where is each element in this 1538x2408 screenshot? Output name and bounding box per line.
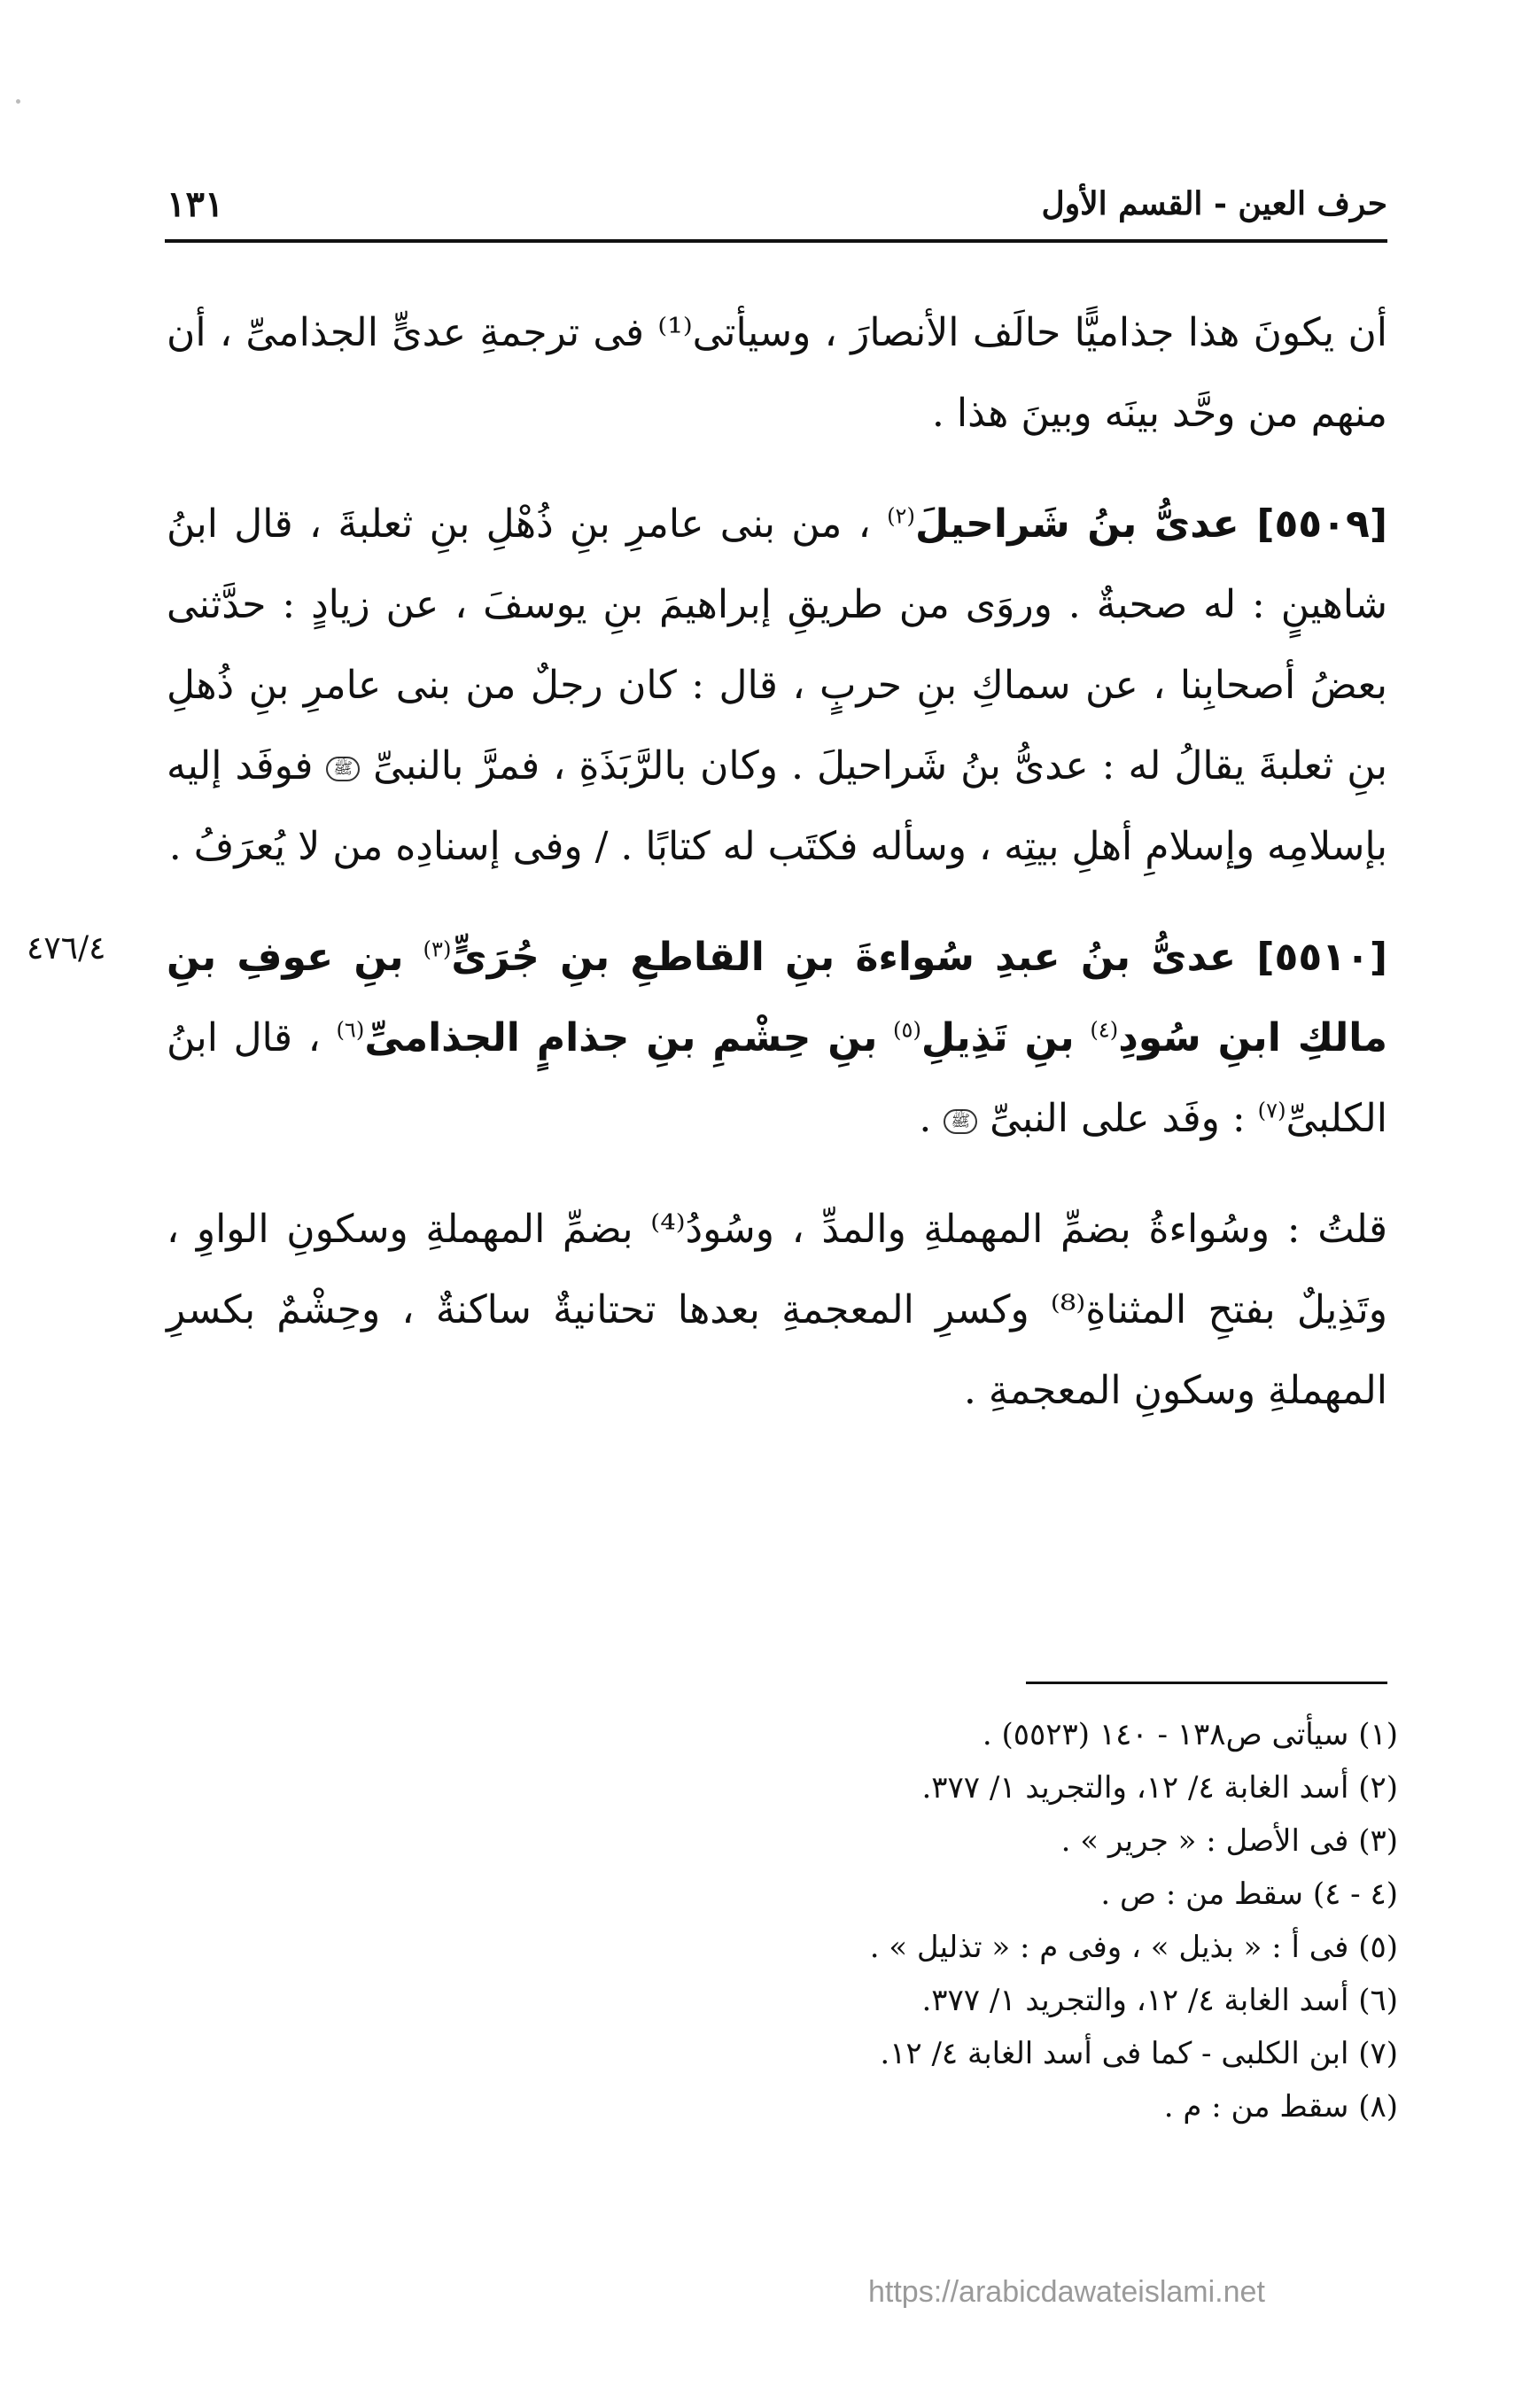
page-number: ١٣١	[167, 183, 224, 225]
scan-speck	[16, 99, 20, 104]
footnote: (٣) فى الأصل : « جرير » .	[1060, 1823, 1398, 1859]
entry-number: [٥٥١٠	[1274, 935, 1387, 980]
blessing-glyph: ﷺ	[944, 1109, 977, 1134]
entry-name: ] عدىُّ بنُ عبدِ سُواءةَ بنِ القاطعِ بنِ جُرَىٍّ	[451, 935, 1275, 980]
header-title: حرف العين - القسم الأول	[1041, 185, 1387, 222]
entry-text-continued: فوفَد إليه بإسلامِه وإسلامِ أهلِ بيتِه ، وسأله فكتَب له كتابًا . / وفى إسنادِه من لا يُعرَفُ .	[167, 743, 1387, 869]
footnote: (٤ - ٤) سقط من : ص .	[1100, 1876, 1398, 1912]
running-header	[167, 177, 1387, 230]
commentary-paragraph: قلتُ : وسُواءةُ بضمِّ المهملةِ والمدِّ ، وسُودُ⁽⁴⁾ بضمِّ المهملةِ وسكونِ الواوِ ، وتَذِيلٌ بفتحِ المثناةِ⁽⁸⁾ وكسرِ المعجمةِ بعدها تحتانيةٌ ساكنةٌ ، وحِشْمٌ بكسرِ المهملةِ وسكونِ المعجمةِ .	[167, 1207, 1388, 1413]
entry-end: .	[919, 1096, 932, 1141]
footnotes	[167, 1708, 1398, 2133]
footnote-ref: (٤)	[1090, 1017, 1119, 1043]
entry-name: ] عدىُّ بنُ شَراحيلَ	[914, 501, 1275, 547]
watermark-url: https://arabicdawateislami.net	[868, 2275, 1265, 2309]
footnote-ref: (٦)	[336, 1017, 365, 1043]
footnote: (٧) ابن الكلبى - كما فى أسد الغابة ٤/ ١٢.	[880, 2036, 1398, 2071]
blessing-glyph: ﷺ	[326, 757, 360, 781]
footnote-ref: (٧)	[1257, 1098, 1286, 1123]
footnote: (٨) سقط من : م .	[1163, 2089, 1398, 2124]
footnote-ref: (٣)	[423, 936, 452, 962]
main-text	[167, 292, 1387, 1461]
footnote: (١) سيأتى ص١٣٨ - ١٤٠ (٥٥٢٣) .	[982, 1717, 1398, 1752]
entry-name-part: بنِ حِشْمِ بنِ جذامٍ الجذامىِّ	[364, 1015, 878, 1060]
footnote-ref: (٢)	[887, 503, 915, 529]
entry-5509	[167, 484, 1387, 887]
paragraph-continuation: أن يكونَ هذا جذاميًّا حالَف الأنصارَ ، وسيأتى⁽¹⁾ فى ترجمةِ عدىٍّ الجذامىِّ ، أن منهم من وحَّد بينَه وبينَ هذا .	[167, 310, 1387, 436]
entry-text: ، قال ابنُ الكلبىِّ	[167, 1015, 1387, 1141]
footnote-rule	[1026, 1682, 1387, 1684]
footnote: (٦) أسد الغابة ٤/ ١٢، والتجريد ١/ ٣٧٧.	[921, 1983, 1398, 2018]
margin-reference: ٤٧٦/٤	[27, 930, 106, 967]
footnote-ref: (٥)	[893, 1017, 921, 1043]
footnote: (٥) فى أ : « بذيل » ، وفى م : « تذليل » .	[869, 1930, 1398, 1965]
entry-text: ، من بنى عامرِ بنِ ذُهْلِ بنِ ثعلبةَ ، قال ابنُ شاهينٍ : له صحبةٌ . وروَى من طريقِ إبراهيمَ بنِ يوسفَ ، عن زيادٍ : حدَّثنى بعضُ أصحابِنا ، عن سماكِ بنِ حربٍ ، قال : كان رجلٌ من بنى عامرِ بنِ ذُهلِ بنِ ثعلبةَ يقالُ له : عدىُّ بنُ شَراحيلَ . وكان بالرَّبَذَةِ ، فمرَّ بالنبىِّ	[167, 501, 1387, 788]
footnote: (٢) أسد الغابة ٤/ ١٢، والتجريد ١/ ٣٧٧.	[921, 1770, 1398, 1806]
entry-name-part: بنِ عوفِ بنِ مالكِ ابنِ سُودِ	[167, 935, 1387, 1060]
entry-text-continued: : وفَد على النبىِّ	[990, 1096, 1246, 1141]
header-rule	[165, 239, 1387, 243]
entry-5510	[167, 917, 1387, 1159]
entry-number: [٥٥٠٩	[1274, 501, 1387, 547]
entry-name-part: بنِ تَذِيلِ	[920, 1015, 1075, 1060]
